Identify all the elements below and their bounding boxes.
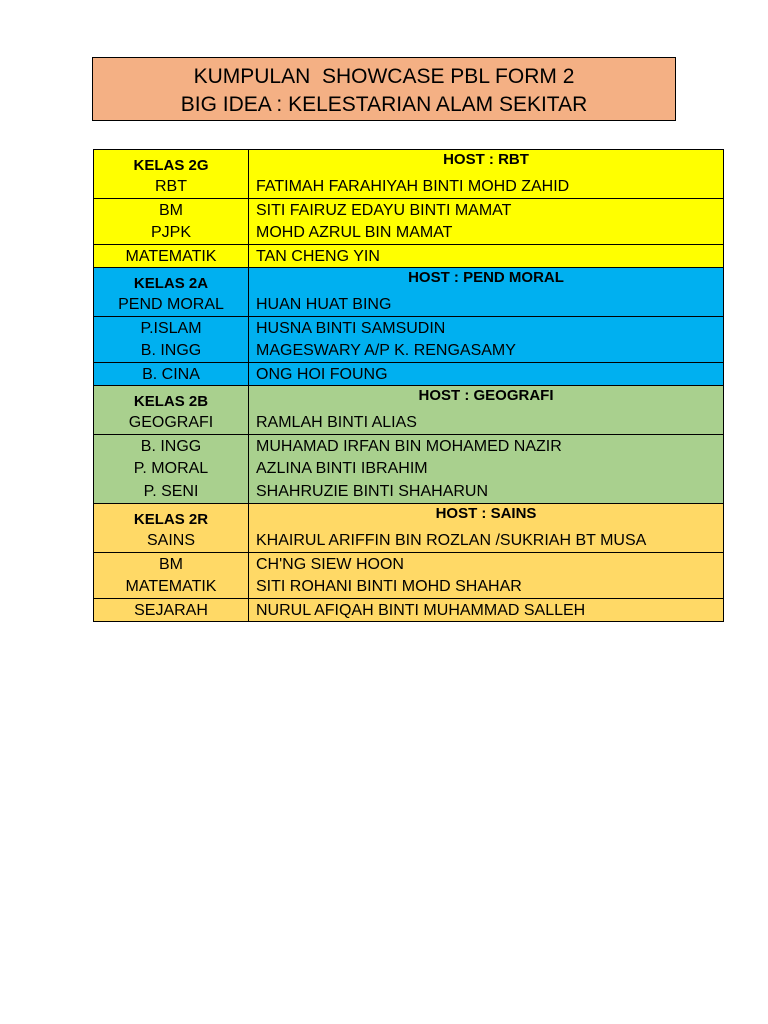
subject-cell: P.ISLAM	[94, 317, 249, 339]
subject-cell: P. MORAL	[94, 457, 249, 480]
subject-cell: PEND MORAL	[94, 293, 249, 316]
host-label: HOST : RBT	[443, 151, 529, 168]
teacher-cell: AZLINA BINTI IBRAHIM	[256, 460, 428, 477]
table-row	[94, 221, 723, 244]
table-row	[94, 244, 723, 267]
title-line-1: KUMPULAN SHOWCASE PBL FORM 2	[193, 65, 575, 88]
group-kelas-2a	[94, 268, 723, 386]
table-row	[94, 552, 723, 575]
group-header-row	[94, 268, 723, 293]
teacher-cell: HUAN HUAT BING	[256, 296, 392, 313]
teacher-cell: ONG HOI FOUNG	[256, 366, 388, 383]
table-row	[94, 480, 723, 503]
table-row	[94, 339, 723, 362]
subject-cell: BM	[94, 553, 249, 575]
subject-cell: SAINS	[94, 529, 249, 552]
teacher-cell: SITI ROHANI BINTI MOHD SHAHAR	[256, 578, 522, 595]
group-header-row	[94, 386, 723, 411]
subject-cell: B. INGG	[94, 339, 249, 362]
kelas-label: KELAS 2G	[94, 150, 249, 175]
table-row	[94, 175, 723, 198]
teacher-cell: SHAHRUZIE BINTI SHAHARUN	[256, 483, 489, 500]
title-box	[92, 57, 676, 121]
group-kelas-2r	[94, 504, 723, 622]
host-label: HOST : SAINS	[435, 505, 537, 522]
group-header-row	[94, 150, 723, 175]
subject-cell: PJPK	[94, 221, 249, 244]
teacher-cell: FATIMAH FARAHIYAH BINTI MOHD ZAHID	[256, 178, 570, 195]
table-row	[94, 457, 723, 480]
subject-cell: GEOGRAFI	[94, 411, 249, 434]
group-kelas-2b	[94, 386, 723, 504]
subject-cell: B. INGG	[94, 435, 249, 457]
table-row	[94, 411, 723, 434]
group-table	[93, 149, 724, 622]
teacher-cell: RAMLAH BINTI ALIAS	[256, 414, 417, 431]
subject-cell: BM	[94, 199, 249, 221]
kelas-label: KELAS 2A	[94, 268, 249, 293]
table-row	[94, 529, 723, 552]
table-row	[94, 575, 723, 598]
table-row	[94, 362, 723, 385]
table-row	[94, 293, 723, 316]
kelas-label: KELAS 2B	[94, 386, 249, 411]
subject-cell: P. SENI	[94, 480, 249, 503]
teacher-cell: MAGESWARY A/P K. RENGASAMY	[256, 342, 516, 359]
subject-cell: RBT	[94, 175, 249, 198]
teacher-cell: MOHD AZRUL BIN MAMAT	[256, 224, 453, 241]
teacher-cell: KHAIRUL ARIFFIN BIN ROZLAN /SUKRIAH BT MUSA	[256, 532, 647, 549]
host-label: HOST : PEND MORAL	[408, 269, 564, 286]
host-label: HOST : GEOGRAFI	[418, 387, 554, 404]
table-row	[94, 316, 723, 339]
teacher-cell: MUHAMAD IRFAN BIN MOHAMED NAZIR	[256, 438, 562, 455]
title-line-2: BIG IDEA : KELESTARIAN ALAM SEKITAR	[180, 93, 588, 116]
teacher-cell: TAN CHENG YIN	[256, 248, 380, 265]
subject-cell: B. CINA	[94, 363, 249, 385]
subject-cell: SEJARAH	[94, 599, 249, 621]
teacher-cell: SITI FAIRUZ EDAYU BINTI MAMAT	[256, 202, 512, 219]
table-row	[94, 198, 723, 221]
teacher-cell: CH'NG SIEW HOON	[256, 556, 404, 573]
teacher-cell: NURUL AFIQAH BINTI MUHAMMAD SALLEH	[256, 602, 586, 619]
table-row	[94, 598, 723, 621]
subject-cell: MATEMATIK	[94, 245, 249, 267]
group-header-row	[94, 504, 723, 529]
kelas-label: KELAS 2R	[94, 504, 249, 529]
subject-cell: MATEMATIK	[94, 575, 249, 598]
group-kelas-2g	[94, 150, 723, 268]
teacher-cell: HUSNA BINTI SAMSUDIN	[256, 320, 446, 337]
table-row	[94, 434, 723, 457]
